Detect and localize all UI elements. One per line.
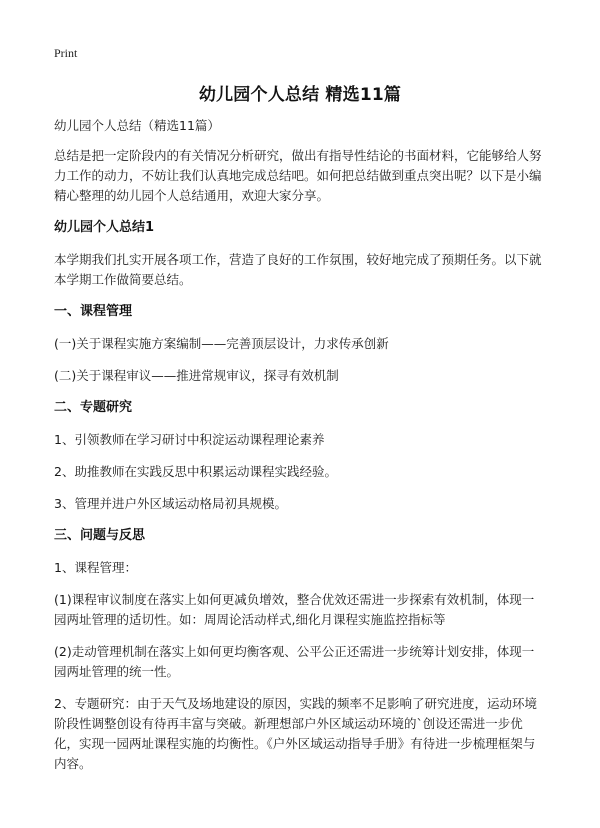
problems-item-1: 1、课程管理： [54, 560, 137, 575]
section-heading: 幼儿园个人总结1 [54, 220, 155, 235]
intro-paragraph: 总结是把一定阶段内的有关情况分析研究，做出有指导性结论的书面材料，它能够给人努力工作的动力，不妨让我们认真地完成总结吧。如何把总结做到重点突出呢？以下是小编精心整理的幼儿园个人总结通用，欢迎大家分享。 [54, 148, 542, 203]
problems-item-2: 2、专题研究：由于天气及场地建设的原因，实践的频率不足影响了研究进度，运动环境阶段性调整创设有待再丰富与突破。新理想部户外区域运动环境的`创设还需进一步优化，实现一园两址课程实施的均衡性。《户外区域运动指导手册》有待进一步梳理框架与内容。 [54, 696, 537, 771]
heading-special-research: 二、专题研究 [54, 400, 133, 415]
subtitle: 幼儿园个人总结（精选11篇） [54, 118, 220, 133]
print-label: Print [54, 46, 78, 60]
course-item-2: (二)关于课程审议——推进常规审议，探寻有效机制 [54, 368, 339, 383]
heading-problems-reflection: 三、问题与反思 [54, 528, 146, 543]
research-item-2: 2、助推教师在实践反思中积累运动课程实践经验。 [54, 464, 337, 479]
page-title: 幼儿园个人总结 精选11篇 [198, 85, 402, 105]
document-body [54, 116, 546, 786]
section-intro-paragraph: 本学期我们扎实开展各项工作，营造了良好的工作氛围，较好地完成了预期任务。以下就本学期工作做简要总结。 [54, 252, 542, 287]
research-item-1: 1、引领教师在学习研讨中积淀运动课程理论素养 [54, 432, 325, 447]
research-item-3: 3、管理并进户外区域运动格局初具规模。 [54, 496, 287, 511]
heading-course-management: 一、课程管理 [54, 304, 133, 319]
course-item-1: (一)关于课程实施方案编制——完善顶层设计，力求传承创新 [54, 336, 389, 351]
problems-item-1b: (2)走动管理机制在落实上如何更均衡客观、公平公正还需进一步统筹计划安排，体现一园两址管理的统一性。 [54, 644, 535, 679]
problems-item-1a: (1)课程审议制度在落实上如何更减负增效，整合优效还需进一步探索有效机制，体现一园两址管理的适切性。如：周周论活动样式,细化月课程实施监控指标等 [54, 592, 535, 627]
